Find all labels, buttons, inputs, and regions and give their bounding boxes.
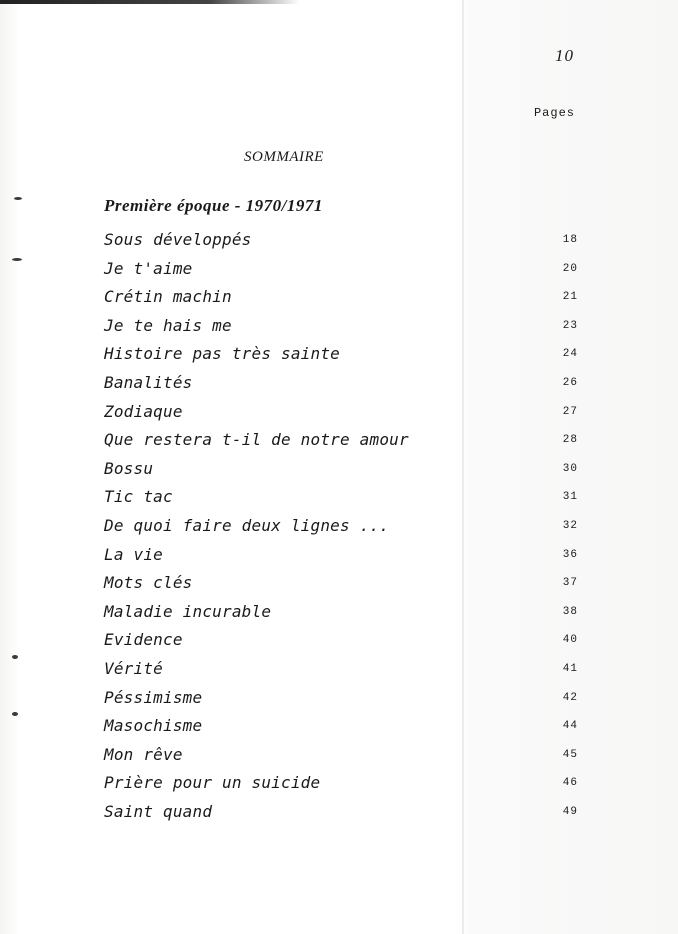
toc-entry <box>104 426 578 455</box>
toc-entry-page: 42 <box>562 691 578 704</box>
toc-entry <box>104 512 578 541</box>
toc-entry <box>104 626 578 655</box>
toc-entry-page: 27 <box>562 405 578 418</box>
toc-entry-page: 20 <box>562 262 578 275</box>
toc-entry-page: 31 <box>562 491 578 504</box>
toc-entry <box>104 483 578 512</box>
toc-entry-title: Evidence <box>104 630 183 650</box>
toc-entry <box>104 569 578 598</box>
toc-entry <box>104 798 578 827</box>
toc-entry-page: 44 <box>562 720 578 733</box>
toc-entry-page: 26 <box>562 376 578 389</box>
toc-entry-title: Je t'aime <box>104 258 193 278</box>
toc-entry-title: Saint quand <box>104 801 213 821</box>
toc-entry <box>104 684 578 713</box>
toc-entry <box>104 226 578 255</box>
toc-entry-page: 38 <box>562 605 578 618</box>
binding-mark <box>12 655 18 659</box>
toc-entry-title: Zodiaque <box>104 401 183 421</box>
toc-entry-title: Je te hais me <box>104 315 232 335</box>
toc-entry <box>104 312 578 341</box>
toc-entry-page: 41 <box>562 662 578 675</box>
toc-entry <box>104 598 578 627</box>
toc-entry-page: 18 <box>562 234 578 246</box>
toc-entry-title: Prière pour un suicide <box>104 773 321 793</box>
toc-entry-page: 28 <box>562 434 578 447</box>
toc-entry-title: Mon rêve <box>104 744 183 764</box>
toc-entry <box>104 283 578 312</box>
section-heading: Première époque - 1970/1971 <box>104 196 323 215</box>
toc-entry-title: Vérité <box>104 658 163 678</box>
toc-entry-page: 24 <box>562 348 578 361</box>
page-top-edge <box>0 0 300 4</box>
page-title: SOMMAIRE <box>244 149 324 165</box>
toc-entry-title: La vie <box>104 544 163 564</box>
toc-entry-title: Mots clés <box>104 573 193 593</box>
toc-entry-title: Histoire pas très sainte <box>104 344 340 364</box>
toc-entry-page: 21 <box>562 291 578 304</box>
toc-entry-title: Maladie incurable <box>104 601 272 621</box>
toc-entry <box>104 398 578 427</box>
toc-entry <box>104 369 578 398</box>
toc-entry-page: 23 <box>562 319 578 332</box>
toc-entry-page: 36 <box>562 548 578 561</box>
toc-entry <box>104 769 578 798</box>
toc-entry-title: Bossu <box>104 458 154 478</box>
toc-entry <box>104 255 578 284</box>
toc-entry <box>104 541 578 570</box>
page-number: 10 <box>555 46 574 65</box>
binding-mark <box>12 712 18 716</box>
toc-entry-title: De quoi faire deux lignes ... <box>104 515 390 535</box>
toc-entry <box>104 455 578 484</box>
toc-entry-page: 32 <box>562 519 578 532</box>
toc-entry <box>104 340 578 369</box>
toc-entry-title: Tic tac <box>104 487 173 507</box>
toc-entry-page: 45 <box>562 748 578 761</box>
binding-mark <box>12 258 22 261</box>
toc-entry-page: 40 <box>562 634 578 647</box>
table-of-contents <box>104 226 578 826</box>
toc-entry-page: 37 <box>562 577 578 590</box>
toc-entry-title: Banalités <box>104 372 193 392</box>
toc-entry-title: Masochisme <box>104 716 203 736</box>
toc-entry <box>104 655 578 684</box>
toc-entry-title: Que restera t-il de notre amour <box>104 430 409 450</box>
toc-entry-page: 46 <box>562 777 578 790</box>
pages-column-label: Pages <box>533 106 575 120</box>
toc-entry-title: Péssimisme <box>104 687 203 707</box>
toc-entry <box>104 712 578 741</box>
toc-entry-title: Sous développés <box>104 230 252 249</box>
toc-entry-page: 49 <box>562 805 578 818</box>
binding-mark <box>14 197 22 200</box>
toc-entry-title: Crétin machin <box>104 287 232 307</box>
toc-entry-page: 30 <box>562 462 578 475</box>
toc-entry <box>104 741 578 770</box>
